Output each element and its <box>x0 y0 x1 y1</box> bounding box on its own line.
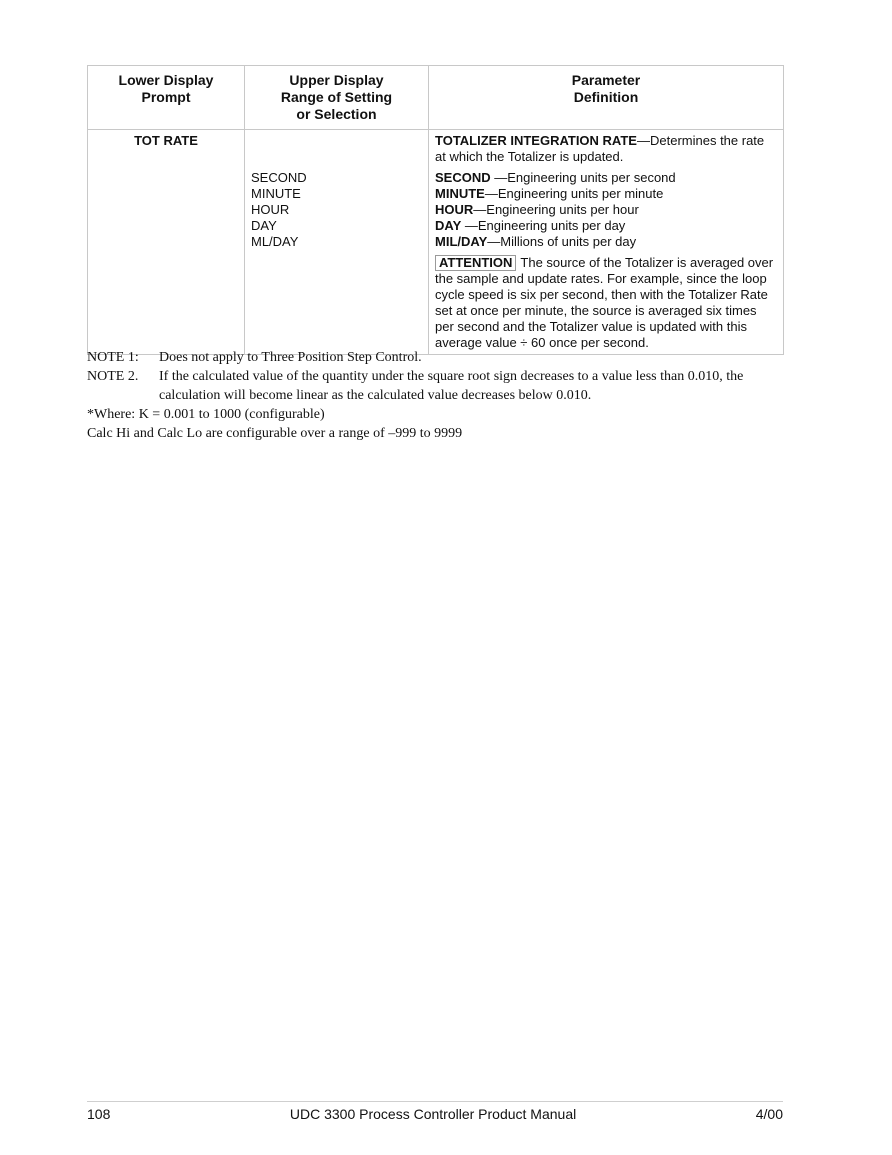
range-item: ML/DAY <box>251 234 299 249</box>
definition-term: HOUR <box>435 202 474 217</box>
range-item: DAY <box>251 218 277 233</box>
range-spacer <box>251 133 422 170</box>
definition-term: DAY <box>435 218 462 233</box>
definition-cell <box>429 130 784 355</box>
definition-items <box>435 170 777 250</box>
definition-term: SECOND <box>435 170 491 185</box>
definition-item <box>435 218 777 234</box>
definition-desc: —Engineering units per hour <box>473 202 639 217</box>
definition-desc: —Engineering units per day <box>461 218 626 233</box>
definition-title <box>435 133 777 165</box>
definition-item <box>435 170 777 186</box>
range-item: MINUTE <box>251 186 301 201</box>
range-item: SECOND <box>251 170 307 185</box>
note-label: NOTE 1: <box>87 350 139 365</box>
note-2 <box>87 367 787 405</box>
range-item: HOUR <box>251 202 290 217</box>
note-label: NOTE 2. <box>87 369 139 384</box>
header-lower-display-prompt <box>88 66 245 130</box>
definition-item <box>435 234 777 250</box>
header-upper-display-range <box>245 66 429 130</box>
header-line: Lower Display <box>118 72 214 88</box>
definition-item <box>435 186 777 202</box>
attention-block <box>435 255 777 351</box>
page-number: 108 <box>87 1106 111 1122</box>
header-line: Prompt <box>141 89 191 105</box>
attention-badge: ATTENTION <box>435 255 516 271</box>
header-line: or Selection <box>296 106 377 122</box>
definition-title-bold: TOTALIZER INTEGRATION RATE <box>435 133 637 148</box>
note-1 <box>87 348 787 367</box>
definition-desc: —Millions of units per day <box>487 234 637 249</box>
calc-note: Calc Hi and Calc Lo are configurable over a range of –999 to 9999 <box>87 426 463 441</box>
note-text: If the calculated value of the quantity under the square root sign decreases to a value less than 0.010, the calculation will become linear as the calculated value decreases below 0.010. <box>159 369 744 403</box>
header-parameter-definition <box>429 66 784 130</box>
manual-title: UDC 3300 Process Controller Product Manual <box>289 1106 577 1122</box>
header-line: Parameter <box>571 72 641 88</box>
definition-term: MIL/DAY <box>435 234 488 249</box>
attention-text: The source of the Totalizer is averaged over the sample and update rates. For example, since the loop cycle speed is six per second, then with the Totalizer Rate set at once per minute, the source is averaged six times per second and the Totalizer value is updated with this average value ÷ 60 once per second. <box>435 255 774 350</box>
page-footer <box>87 1101 783 1122</box>
definition-title-rest: —Determines the rate at which the Totalizer is updated. <box>435 133 765 164</box>
where-note: *Where: K = 0.001 to 1000 (configurable) <box>87 407 325 422</box>
header-line: Upper Display <box>289 72 384 88</box>
table-row <box>88 130 784 355</box>
definition-desc: —Engineering units per minute <box>484 186 664 201</box>
prompt-cell <box>88 130 245 355</box>
header-line: Definition <box>573 89 639 105</box>
header-line: Range of Setting <box>280 89 393 105</box>
definition-term: MINUTE <box>435 186 485 201</box>
definition-item <box>435 202 777 218</box>
footer-date: 4/00 <box>755 1106 783 1122</box>
parameter-table <box>87 65 784 355</box>
range-cell <box>245 130 429 355</box>
table-header-row <box>88 66 784 130</box>
note-text: Does not apply to Three Position Step Control. <box>159 350 422 365</box>
prompt-text: TOT RATE <box>134 133 198 148</box>
notes-section <box>87 348 787 443</box>
definition-desc: —Engineering units per second <box>490 170 676 185</box>
